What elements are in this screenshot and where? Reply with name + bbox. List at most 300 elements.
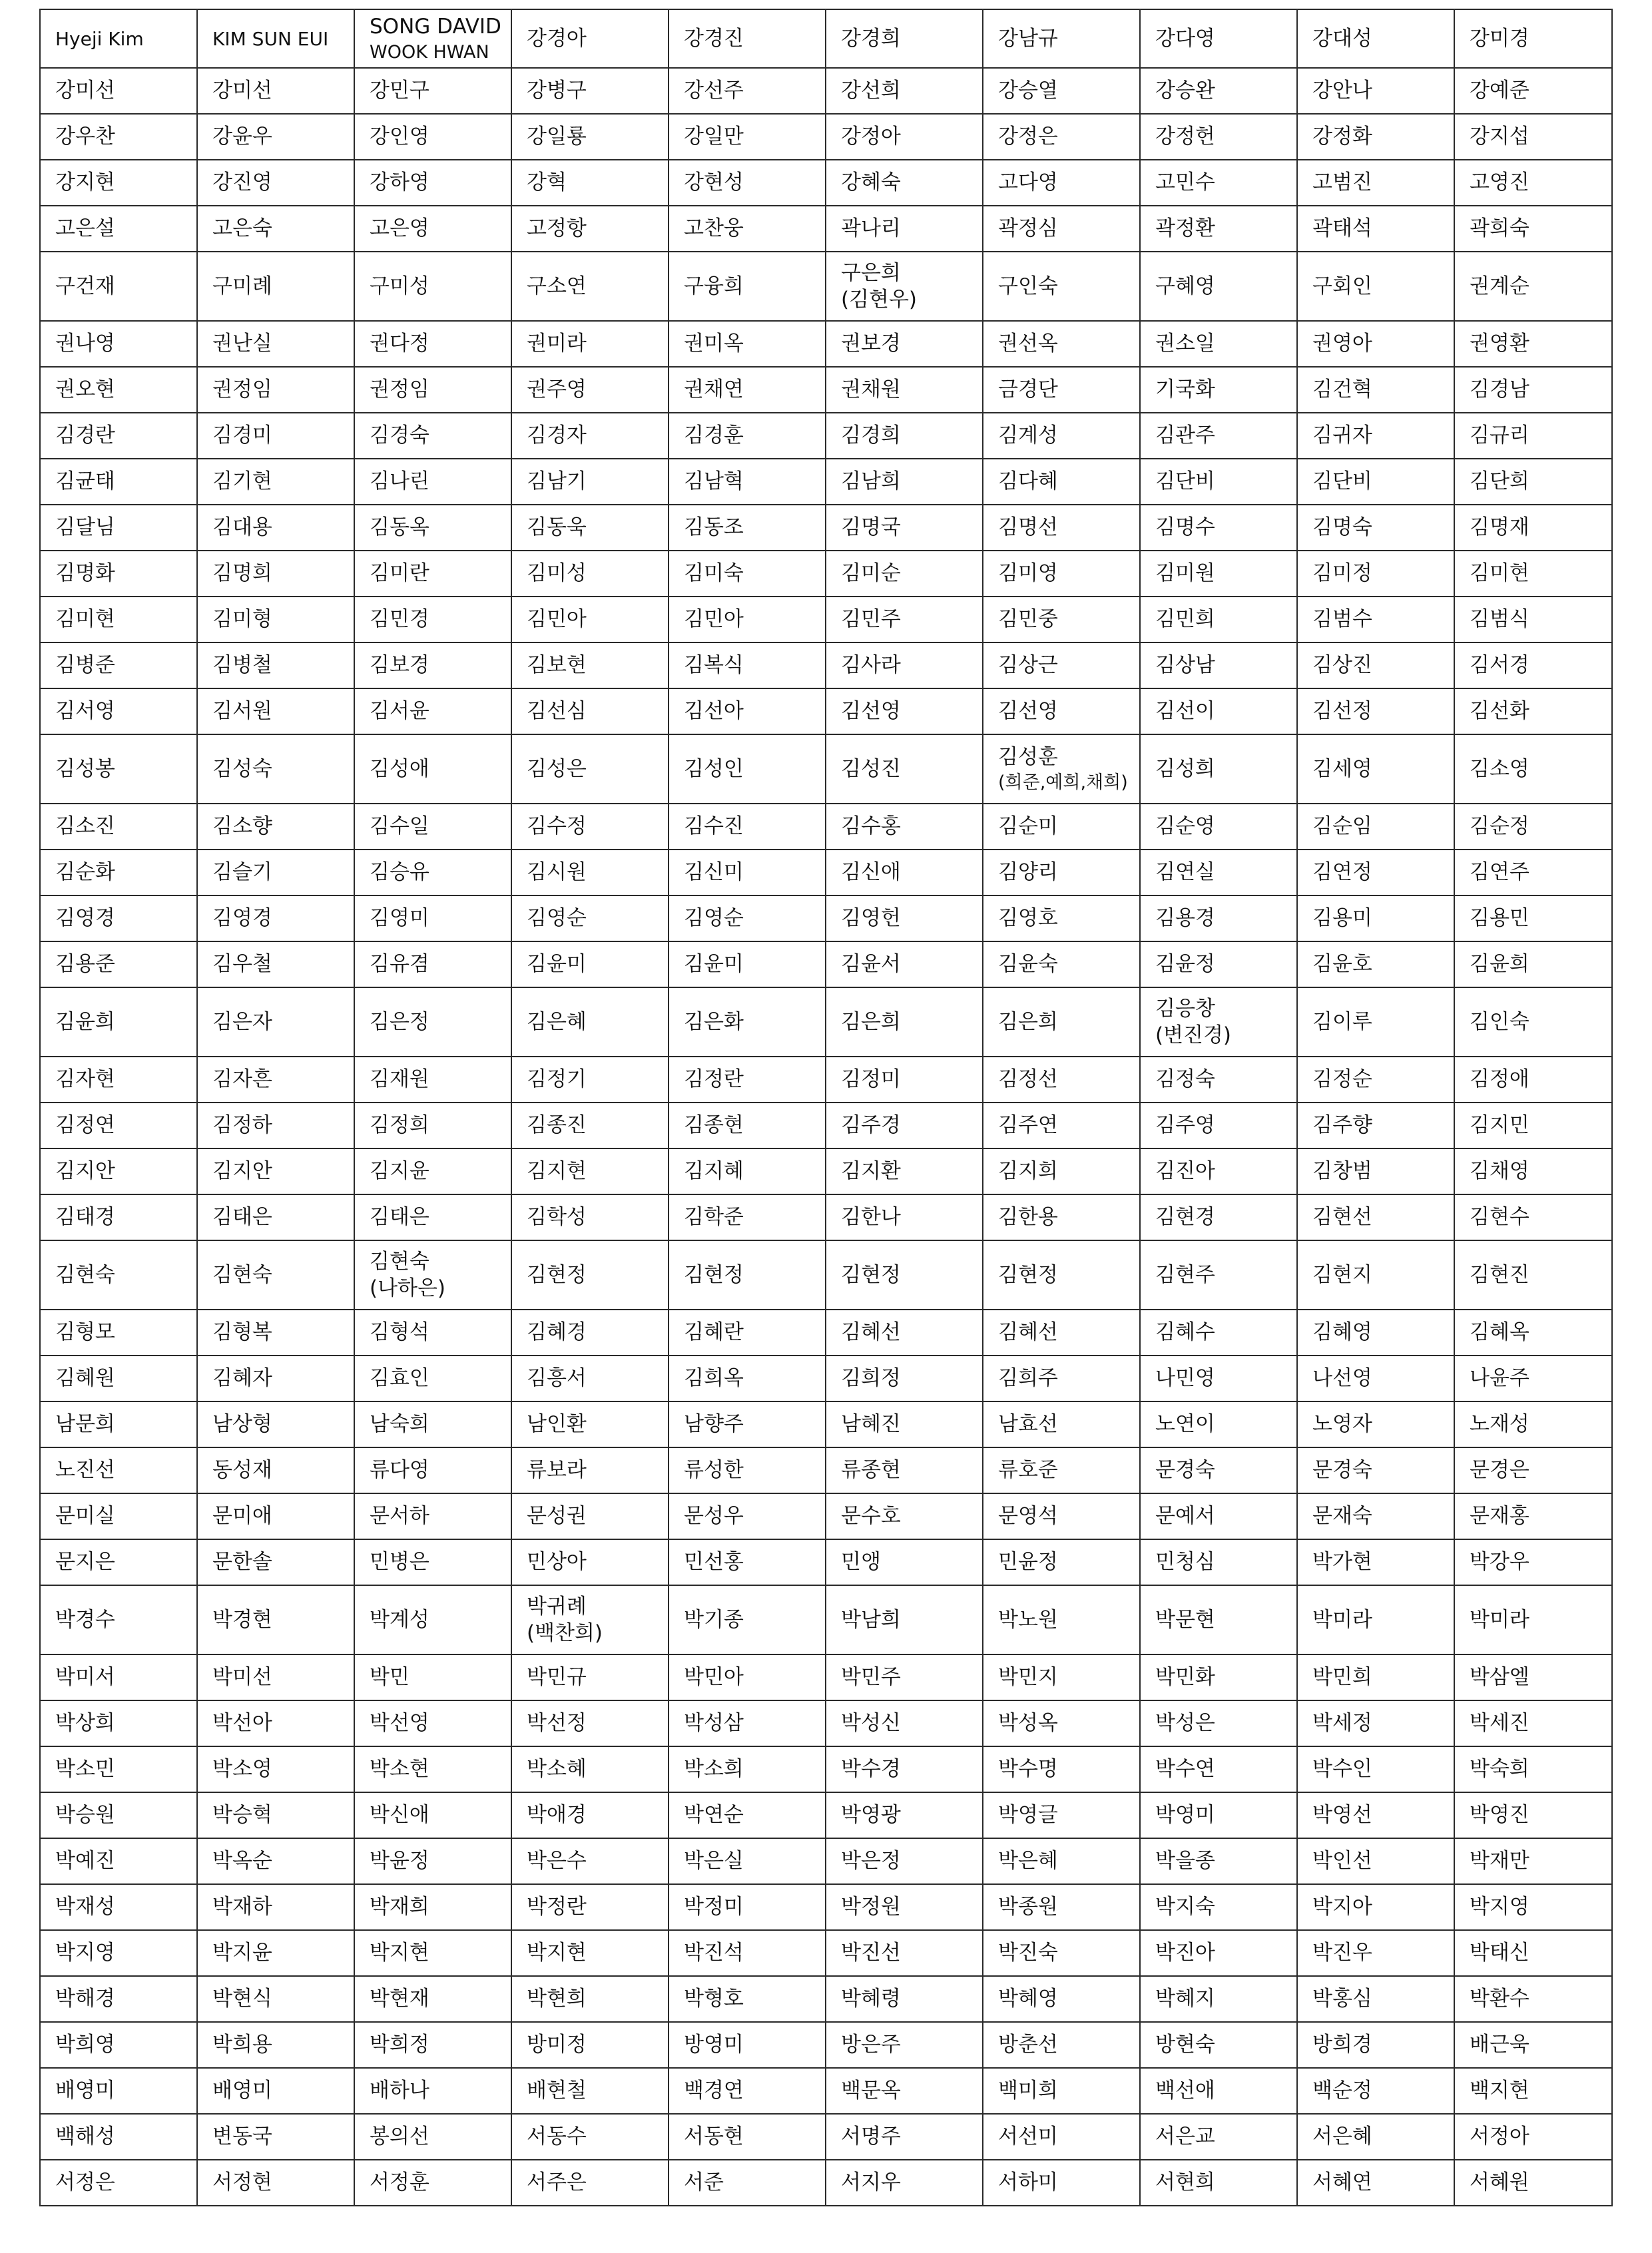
name-text: 김미성 bbox=[527, 561, 587, 586]
name-cell bbox=[983, 114, 1140, 160]
name-text: 박문현 bbox=[1155, 1607, 1215, 1632]
name-cell bbox=[197, 1700, 354, 1746]
name-text: 박현희 bbox=[527, 1987, 587, 2011]
name-cell bbox=[354, 551, 511, 597]
name-cell bbox=[983, 505, 1140, 551]
name-text: 박성은 bbox=[1155, 1711, 1215, 1736]
name-cell bbox=[669, 1654, 826, 1700]
name-cell bbox=[983, 688, 1140, 734]
name-cell bbox=[1454, 941, 1612, 987]
name-text: 구미례 bbox=[212, 274, 272, 298]
name-cell bbox=[1297, 252, 1454, 321]
name-text: 권오현 bbox=[55, 377, 115, 402]
table-row bbox=[40, 160, 1612, 206]
name-text: 김성은 bbox=[527, 756, 587, 781]
name-text: 김남기 bbox=[527, 469, 587, 494]
name-cell bbox=[826, 1539, 983, 1585]
name-cell bbox=[511, 895, 669, 941]
name-cell bbox=[669, 1585, 826, 1654]
name-cell bbox=[197, 2114, 354, 2160]
name-cell bbox=[983, 2160, 1140, 2206]
name-text: 김동욱 bbox=[527, 515, 587, 540]
name-text: 강윤우 bbox=[212, 125, 272, 149]
name-text: 박희용 bbox=[212, 2033, 272, 2057]
name-cell bbox=[826, 941, 983, 987]
name-cell bbox=[1297, 597, 1454, 642]
name-cell bbox=[354, 804, 511, 850]
name-text: 박재하 bbox=[212, 1895, 272, 1919]
name-text: 박은실 bbox=[684, 1849, 744, 1874]
name-cell bbox=[669, 206, 826, 252]
name-cell bbox=[40, 1103, 197, 1148]
name-text: 강혁 bbox=[527, 170, 567, 195]
name-text: 박혜영 bbox=[998, 1987, 1058, 2011]
name-cell bbox=[197, 1585, 354, 1654]
name-text: 구은희 bbox=[841, 260, 901, 285]
name-text: 강인영 bbox=[370, 125, 429, 149]
name-cell bbox=[983, 1103, 1140, 1148]
name-text: 박희정 bbox=[370, 2033, 429, 2057]
name-text: 김선이 bbox=[1155, 699, 1215, 724]
name-text: 김민희 bbox=[1155, 607, 1215, 632]
name-cell bbox=[826, 367, 983, 413]
name-text: 문수호 bbox=[841, 1504, 901, 1529]
name-text: 박세진 bbox=[1470, 1711, 1529, 1736]
name-cell bbox=[983, 1792, 1140, 1838]
name-text: 문경숙 bbox=[1155, 1458, 1215, 1483]
name-text: 고다영 bbox=[998, 170, 1058, 195]
name-text: 박숙희 bbox=[1470, 1757, 1529, 1782]
name-text: 백경연 bbox=[684, 2079, 744, 2103]
name-cell bbox=[826, 1838, 983, 1884]
name-text: 김소향 bbox=[212, 814, 272, 839]
name-text: 권소일 bbox=[1155, 332, 1215, 356]
name-text: 곽정심 bbox=[998, 216, 1058, 241]
table-row bbox=[40, 2114, 1612, 2160]
name-cell bbox=[826, 2114, 983, 2160]
name-cell bbox=[983, 68, 1140, 114]
name-text: 김성훈 bbox=[998, 745, 1058, 770]
name-text: 박영미 bbox=[1155, 1803, 1215, 1828]
name-cell bbox=[983, 1976, 1140, 2022]
name-cell bbox=[354, 1240, 511, 1310]
name-text: 김선영 bbox=[841, 699, 901, 724]
name-text: 김윤호 bbox=[1312, 952, 1372, 977]
name-text: 변동국 bbox=[212, 2125, 272, 2149]
name-cell bbox=[197, 1401, 354, 1447]
name-cell bbox=[1454, 642, 1612, 688]
name-cell bbox=[669, 1539, 826, 1585]
name-text: 김영경 bbox=[55, 906, 115, 931]
name-text: 박희영 bbox=[55, 2033, 115, 2057]
name-text: 김정연 bbox=[55, 1113, 115, 1138]
name-text: 배영미 bbox=[212, 2079, 272, 2103]
name-cell bbox=[40, 9, 197, 68]
name-cell bbox=[826, 413, 983, 459]
name-cell bbox=[1140, 551, 1297, 597]
name-text: 박영광 bbox=[841, 1803, 901, 1828]
name-text: 권선옥 bbox=[998, 332, 1058, 356]
name-text: 김성진 bbox=[841, 756, 901, 781]
name-cell bbox=[826, 850, 983, 895]
name-text: 민상아 bbox=[527, 1550, 587, 1575]
name-text: 김재원 bbox=[370, 1067, 429, 1092]
name-cell bbox=[40, 1746, 197, 1792]
table-row bbox=[40, 2068, 1612, 2114]
name-cell bbox=[354, 321, 511, 367]
name-cell bbox=[197, 895, 354, 941]
name-text: 강경진 bbox=[684, 26, 744, 51]
name-cell bbox=[197, 206, 354, 252]
name-cell bbox=[1454, 551, 1612, 597]
name-text: 남인환 bbox=[527, 1412, 587, 1437]
name-cell bbox=[826, 1884, 983, 1930]
name-cell bbox=[826, 1148, 983, 1194]
name-cell bbox=[40, 1585, 197, 1654]
name-cell bbox=[1454, 2114, 1612, 2160]
name-cell bbox=[669, 459, 826, 505]
name-text: 김현정 bbox=[998, 1262, 1058, 1287]
name-text: 박정란 bbox=[527, 1895, 587, 1919]
name-text: Hyeji Kim bbox=[55, 27, 144, 50]
name-text: 권미라 bbox=[527, 332, 587, 356]
table-row bbox=[40, 895, 1612, 941]
table-row bbox=[40, 367, 1612, 413]
name-text: 김민주 bbox=[841, 607, 901, 632]
name-text: 박은혜 bbox=[998, 1849, 1058, 1874]
name-text: 김동옥 bbox=[370, 515, 429, 540]
name-cell bbox=[1297, 1356, 1454, 1401]
name-cell bbox=[40, 734, 197, 804]
name-text: 김용미 bbox=[1312, 906, 1372, 931]
name-cell bbox=[1454, 505, 1612, 551]
name-text: 김신미 bbox=[684, 860, 744, 885]
name-text: 박영글 bbox=[998, 1803, 1058, 1828]
name-text: 강정화 bbox=[1312, 125, 1372, 149]
name-cell bbox=[1454, 1057, 1612, 1103]
name-text: 박지영 bbox=[1470, 1895, 1529, 1919]
name-text: 나윤주 bbox=[1470, 1366, 1529, 1391]
name-text: 김지현 bbox=[527, 1159, 587, 1184]
name-cell bbox=[1454, 1884, 1612, 1930]
name-text: 박태신 bbox=[1470, 1941, 1529, 1965]
name-text: 김성희 bbox=[1155, 756, 1215, 781]
name-text: 권주영 bbox=[527, 377, 587, 402]
name-text: 서현희 bbox=[1155, 2170, 1215, 2195]
name-text: 김명숙 bbox=[1312, 515, 1372, 540]
name-text: 김소진 bbox=[55, 814, 115, 839]
name-cell bbox=[1297, 1654, 1454, 1700]
name-note: (김현우) bbox=[841, 288, 918, 312]
name-text: 김달님 bbox=[55, 515, 115, 540]
name-text: 김지안 bbox=[212, 1159, 272, 1184]
name-text: 김정숙 bbox=[1155, 1067, 1215, 1092]
name-cell bbox=[40, 2160, 197, 2206]
name-text: 구미성 bbox=[370, 274, 429, 298]
name-text: 노진선 bbox=[55, 1458, 115, 1483]
name-cell bbox=[197, 1057, 354, 1103]
name-text: 김종진 bbox=[527, 1113, 587, 1138]
name-text: 김미정 bbox=[1312, 561, 1372, 586]
name-text: 김현정 bbox=[841, 1262, 901, 1287]
name-text: 강정헌 bbox=[1155, 125, 1215, 149]
name-cell bbox=[40, 1654, 197, 1700]
name-cell bbox=[1297, 1148, 1454, 1194]
name-text: 권난실 bbox=[212, 332, 272, 356]
name-text: 김채영 bbox=[1470, 1159, 1529, 1184]
table-row bbox=[40, 1148, 1612, 1194]
name-cell bbox=[983, 321, 1140, 367]
name-text: 김남혁 bbox=[684, 469, 744, 494]
name-cell bbox=[511, 2022, 669, 2068]
name-text: 강정아 bbox=[841, 125, 901, 149]
name-text: 강미경 bbox=[1470, 26, 1529, 51]
name-cell bbox=[826, 2068, 983, 2114]
name-text: 박지숙 bbox=[1155, 1895, 1215, 1919]
name-cell bbox=[511, 1401, 669, 1447]
name-cell bbox=[354, 850, 511, 895]
name-cell bbox=[197, 1746, 354, 1792]
name-text: 서동수 bbox=[527, 2125, 587, 2149]
name-text: 박가현 bbox=[1312, 1550, 1372, 1575]
name-cell bbox=[1454, 1838, 1612, 1884]
name-cell bbox=[354, 895, 511, 941]
name-text: 박민아 bbox=[684, 1665, 744, 1690]
name-cell bbox=[983, 9, 1140, 68]
name-text: 김선정 bbox=[1312, 699, 1372, 724]
name-cell bbox=[1454, 1401, 1612, 1447]
name-text: 김정란 bbox=[684, 1067, 744, 1092]
name-cell bbox=[669, 688, 826, 734]
name-text: 박진석 bbox=[684, 1941, 744, 1965]
name-cell bbox=[1140, 321, 1297, 367]
name-cell bbox=[826, 206, 983, 252]
name-cell bbox=[511, 1447, 669, 1493]
name-cell bbox=[354, 1930, 511, 1976]
name-text: 김용민 bbox=[1470, 906, 1529, 931]
name-cell bbox=[1454, 367, 1612, 413]
name-text: 백지현 bbox=[1470, 2079, 1529, 2103]
name-cell bbox=[669, 1930, 826, 1976]
name-cell bbox=[983, 804, 1140, 850]
name-cell bbox=[197, 9, 354, 68]
name-text: 박귀례 bbox=[527, 1594, 587, 1619]
name-text: 서선미 bbox=[998, 2125, 1058, 2149]
name-table bbox=[39, 9, 1613, 2206]
name-cell bbox=[1297, 895, 1454, 941]
name-cell bbox=[1454, 597, 1612, 642]
name-cell bbox=[1140, 252, 1297, 321]
name-cell bbox=[983, 252, 1140, 321]
name-cell bbox=[511, 2114, 669, 2160]
name-cell bbox=[354, 1057, 511, 1103]
name-text: 김우철 bbox=[212, 952, 272, 977]
name-text: 구인숙 bbox=[998, 274, 1058, 298]
name-cell bbox=[197, 252, 354, 321]
name-cell bbox=[354, 941, 511, 987]
name-text: 김정희 bbox=[370, 1113, 429, 1138]
name-text: 김학성 bbox=[527, 1205, 587, 1230]
name-cell bbox=[1140, 1838, 1297, 1884]
name-cell bbox=[40, 1930, 197, 1976]
name-cell bbox=[511, 1194, 669, 1240]
name-text: 박노원 bbox=[998, 1607, 1058, 1632]
name-text: 강지현 bbox=[55, 170, 115, 195]
name-text: 김경숙 bbox=[370, 423, 429, 448]
name-cell bbox=[1297, 1539, 1454, 1585]
name-text: 서은혜 bbox=[1312, 2125, 1372, 2149]
name-text: 고은숙 bbox=[212, 216, 272, 241]
name-cell bbox=[354, 1356, 511, 1401]
name-text: 김서윤 bbox=[370, 699, 429, 724]
name-cell bbox=[826, 1240, 983, 1310]
name-cell bbox=[826, 1356, 983, 1401]
name-text: 서혜연 bbox=[1312, 2170, 1372, 2195]
table-row bbox=[40, 1057, 1612, 1103]
name-text: 김미란 bbox=[370, 561, 429, 586]
name-cell bbox=[40, 1700, 197, 1746]
name-text: 류다영 bbox=[370, 1458, 429, 1483]
name-text: 김슬기 bbox=[212, 860, 272, 885]
name-cell bbox=[1297, 1310, 1454, 1356]
name-cell bbox=[669, 850, 826, 895]
name-cell bbox=[1140, 1539, 1297, 1585]
name-cell bbox=[511, 1148, 669, 1194]
name-text: 민병은 bbox=[370, 1550, 429, 1575]
name-text: 김은희 bbox=[841, 1009, 901, 1034]
name-text: 배근욱 bbox=[1470, 2033, 1529, 2057]
name-cell bbox=[354, 413, 511, 459]
name-text: 김용경 bbox=[1155, 906, 1215, 931]
name-cell bbox=[1454, 688, 1612, 734]
name-text: 김수홍 bbox=[841, 814, 901, 839]
name-text: 박애경 bbox=[527, 1803, 587, 1828]
name-text: 김명화 bbox=[55, 561, 115, 586]
name-text: 방현숙 bbox=[1155, 2033, 1215, 2057]
name-text: 김경희 bbox=[841, 423, 901, 448]
name-cell bbox=[40, 2068, 197, 2114]
name-text: 곽나리 bbox=[841, 216, 901, 241]
name-cell bbox=[511, 941, 669, 987]
name-cell bbox=[511, 505, 669, 551]
name-cell bbox=[40, 551, 197, 597]
name-cell bbox=[1140, 1792, 1297, 1838]
name-text: 방미정 bbox=[527, 2033, 587, 2057]
name-text: 박종원 bbox=[998, 1895, 1058, 1919]
name-cell bbox=[354, 2022, 511, 2068]
name-text: 김순화 bbox=[55, 860, 115, 885]
name-cell bbox=[1297, 1493, 1454, 1539]
name-text: 김지윤 bbox=[370, 1159, 429, 1184]
name-cell bbox=[40, 850, 197, 895]
name-cell bbox=[669, 1194, 826, 1240]
table-row bbox=[40, 734, 1612, 804]
name-cell bbox=[1454, 1493, 1612, 1539]
name-cell bbox=[669, 2114, 826, 2160]
name-text: 박미서 bbox=[55, 1665, 115, 1690]
name-cell bbox=[1454, 1746, 1612, 1792]
name-text: 박미라 bbox=[1470, 1607, 1529, 1632]
name-text: 서정아 bbox=[1470, 2125, 1529, 2149]
name-cell bbox=[40, 321, 197, 367]
name-cell bbox=[197, 551, 354, 597]
table-row bbox=[40, 1746, 1612, 1792]
name-cell bbox=[511, 1493, 669, 1539]
name-text: 박계성 bbox=[370, 1607, 429, 1632]
name-text: 김경자 bbox=[527, 423, 587, 448]
name-text: 강선주 bbox=[684, 79, 744, 103]
name-cell bbox=[197, 850, 354, 895]
name-text: 박진아 bbox=[1155, 1941, 1215, 1965]
name-cell bbox=[197, 1792, 354, 1838]
name-text: 김상진 bbox=[1312, 653, 1372, 678]
name-cell bbox=[669, 321, 826, 367]
name-text: 서정현 bbox=[212, 2170, 272, 2195]
name-text: 김명재 bbox=[1470, 515, 1529, 540]
name-text: 박민희 bbox=[1312, 1665, 1372, 1690]
name-text: 백문옥 bbox=[841, 2079, 901, 2103]
name-cell bbox=[354, 1654, 511, 1700]
name-cell bbox=[511, 1884, 669, 1930]
name-cell bbox=[983, 850, 1140, 895]
name-cell bbox=[354, 642, 511, 688]
name-text: 김규리 bbox=[1470, 423, 1529, 448]
name-cell bbox=[1454, 252, 1612, 321]
table-row bbox=[40, 9, 1612, 68]
name-cell bbox=[826, 1792, 983, 1838]
name-cell bbox=[669, 1493, 826, 1539]
name-text: 권채연 bbox=[684, 377, 744, 402]
name-cell bbox=[669, 1057, 826, 1103]
name-text: 곽정환 bbox=[1155, 216, 1215, 241]
name-text: 박재만 bbox=[1470, 1849, 1529, 1874]
name-cell bbox=[1454, 1148, 1612, 1194]
name-cell bbox=[983, 1884, 1140, 1930]
name-text: 류성한 bbox=[684, 1458, 744, 1483]
name-cell bbox=[1454, 2022, 1612, 2068]
name-text: 박강우 bbox=[1470, 1550, 1529, 1575]
name-text: 박옥순 bbox=[212, 1849, 272, 1874]
name-cell bbox=[511, 1976, 669, 2022]
table-row bbox=[40, 459, 1612, 505]
name-text: 서하미 bbox=[998, 2170, 1058, 2195]
name-cell bbox=[1454, 1240, 1612, 1310]
name-text: 강선희 bbox=[841, 79, 901, 103]
name-text: 서준 bbox=[684, 2170, 724, 2195]
name-cell bbox=[354, 1884, 511, 1930]
name-note: (나하은) bbox=[370, 1276, 446, 1300]
name-cell bbox=[1454, 321, 1612, 367]
table-row bbox=[40, 804, 1612, 850]
name-text: 김명선 bbox=[998, 515, 1058, 540]
name-cell bbox=[197, 1148, 354, 1194]
name-text: 김서원 bbox=[212, 699, 272, 724]
name-text: 강지섭 bbox=[1470, 125, 1529, 149]
name-cell bbox=[1454, 1654, 1612, 1700]
name-cell bbox=[354, 734, 511, 804]
name-cell bbox=[197, 1976, 354, 2022]
name-text: 김기현 bbox=[212, 469, 272, 494]
name-text: 박혜령 bbox=[841, 1987, 901, 2011]
name-cell bbox=[826, 505, 983, 551]
name-cell bbox=[983, 941, 1140, 987]
name-text: 박삼엘 bbox=[1470, 1665, 1529, 1690]
name-cell bbox=[1454, 2068, 1612, 2114]
name-text: 남혜진 bbox=[841, 1412, 901, 1437]
name-text: 강대성 bbox=[1312, 26, 1372, 51]
name-cell bbox=[511, 597, 669, 642]
name-text: 배현철 bbox=[527, 2079, 587, 2103]
